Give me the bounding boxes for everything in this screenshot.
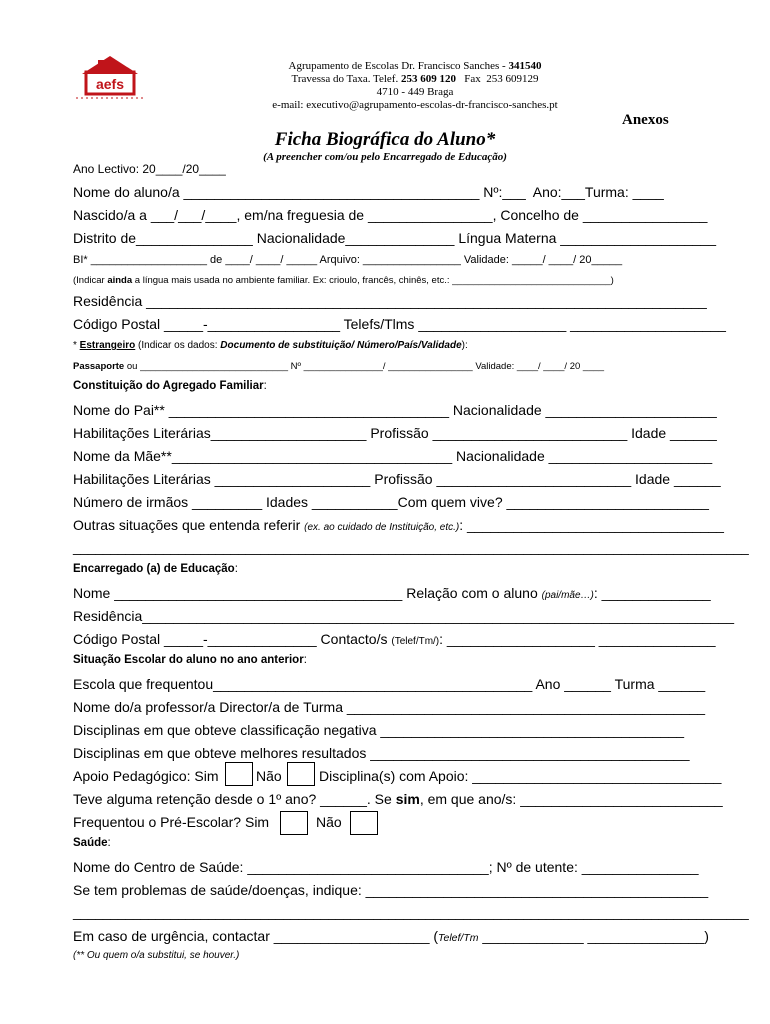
outras-situacoes-blank-line[interactable]: __________________________________________________________________________________________: [73, 540, 749, 555]
pre-escolar-sim-checkbox[interactable]: [280, 811, 308, 835]
ano-lectivo-field[interactable]: Ano Lectivo: 20____/20____: [73, 162, 226, 176]
pre-escolar-nao-label: Não: [316, 814, 342, 830]
residencia-field[interactable]: Residência ________________________________________________________________________: [73, 293, 707, 309]
codigo-postal-encarregado-field[interactable]: Código Postal _____-______________ Contacto/s (Telef/Tm/): ___________________ _______________: [73, 631, 716, 647]
page-subtitle: (A preencher com/ou pelo Encarregado de Educação): [263, 151, 507, 163]
section-encarregado: Encarregado (a) de Educação:: [73, 563, 238, 575]
header-email: e-mail: executivo@agrupamento-escolas-dr-francisco-sanches.pt: [272, 99, 558, 111]
passaporte-field[interactable]: Passaporte ou ____________________________ Nº _______________/ ________________ Validade: ____/ ____/ 20 ____: [73, 361, 605, 372]
retencao-field[interactable]: Teve alguma retenção desde o 1º ano? ______. Se sim, em que ano/s: __________________________: [73, 791, 723, 807]
page-title: Ficha Biográfica do Aluno*: [274, 129, 496, 150]
section-saude: Saúde:: [73, 837, 111, 849]
habilitacoes-pai-field[interactable]: Habilitações Literárias____________________ Profissão _________________________ Idade ______: [73, 425, 717, 441]
logo-text: aefs: [95, 76, 125, 92]
apoio-sim-checkbox[interactable]: [225, 762, 253, 786]
irmaos-field[interactable]: Número de irmãos _________ Idades ___________Com quem vive? __________________________: [73, 494, 709, 510]
escola-field[interactable]: Escola que frequentou_________________________________________ Ano ______ Turma ______: [73, 676, 706, 692]
nome-pai-field[interactable]: Nome do Pai** ____________________________________ Nacionalidade ______________________: [73, 402, 717, 418]
urgencia-contactar-field[interactable]: Em caso de urgência, contactar ____________________ (Telef/Tm _____________ _______________): [73, 928, 709, 944]
header-line-3: 4710 - 449 Braga: [376, 86, 454, 98]
apoio-nao-label: Não: [256, 768, 282, 784]
anexos-label: Anexos: [622, 112, 669, 128]
estrangeiro-note: * Estrangeiro (Indicar os dados: Documento de substituição/ Número/País/Validade):: [73, 340, 468, 351]
nome-encarregado-field[interactable]: Nome _____________________________________ Relação com o aluno (pai/mãe…): ______________: [73, 585, 711, 601]
section-situacao-escolar: Situação Escolar do aluno no ano anterior:: [73, 654, 307, 666]
lingua-field[interactable]: (Indicar ainda a língua mais usada no ambiente familiar. Ex: crioulo, francês, chinês, etc.: ______________________________): [73, 275, 614, 286]
pre-escolar-label: Frequentou o Pré-Escolar? Sim: [73, 814, 270, 830]
outras-situacoes-field[interactable]: Outras situações que entenda referir (ex. ao cuidado de Instituição, etc.): _________________________________: [73, 517, 724, 533]
problemas-saude-field[interactable]: Se tem problemas de saúde/doenças, indique: ____________________________________________: [73, 882, 709, 898]
residencia-encarregado-field[interactable]: Residência____________________________________________________________________________: [73, 608, 735, 624]
problemas-saude-blank-line[interactable]: __________________________________________________________________________________________: [73, 905, 749, 920]
nome-aluno-field[interactable]: Nome do aluno/a ______________________________________ Nº:___ Ano:___Turma: ____: [73, 184, 664, 200]
codigo-postal-field[interactable]: Código Postal _____-_________________ Telefs/Tlms ___________________ ____________________: [73, 316, 726, 332]
section-agregado-familiar: Constituição do Agregado Familiar:: [73, 380, 267, 392]
school-logo: [72, 52, 148, 102]
nascido-field[interactable]: Nascido/a a ___/___/____, em/na freguesia de ________________, Concelho de ________________: [73, 207, 708, 223]
header-line-2: Travessa do Taxa. Telef. 253 609 120 Fax 253 609129: [291, 73, 539, 85]
disciplinas-melhores-field[interactable]: Disciplinas em que obteve melhores resultados _________________________________________: [73, 745, 690, 761]
bi-field[interactable]: BI* ___________________ de ____/ ____/ _____ Arquivo: ________________ Validade: _____/ ____/ 20_____: [73, 254, 623, 266]
distrito-field[interactable]: Distrito de_______________ Nacionalidade______________ Língua Materna ____________________: [73, 230, 717, 246]
habilitacoes-mae-field[interactable]: Habilitações Literárias ____________________ Profissão _________________________ Idade ______: [73, 471, 721, 487]
disciplinas-apoio-field[interactable]: Disciplina(s) com Apoio: ________________________________: [319, 768, 722, 784]
nome-mae-field[interactable]: Nome da Mãe**____________________________________ Nacionalidade _____________________: [73, 448, 713, 464]
apoio-nao-checkbox[interactable]: [287, 762, 315, 786]
header-line-1: Agrupamento de Escolas Dr. Francisco Sanches - 341540: [288, 60, 542, 72]
pre-escolar-nao-checkbox[interactable]: [350, 811, 378, 835]
apoio-pedagogico-label: Apoio Pedagógico: Sim: [73, 768, 219, 784]
disciplinas-negativa-field[interactable]: Disciplinas em que obteve classificação negativa _______________________________________: [73, 722, 685, 738]
centro-saude-field[interactable]: Nome do Centro de Saúde: _______________________________; Nº de utente: _______________: [73, 859, 699, 875]
professor-field[interactable]: Nome do/a professor/a Director/a de Turma ______________________________________________: [73, 699, 706, 715]
footnote: (** Ou quem o/a substitui, se houver.): [73, 950, 240, 961]
